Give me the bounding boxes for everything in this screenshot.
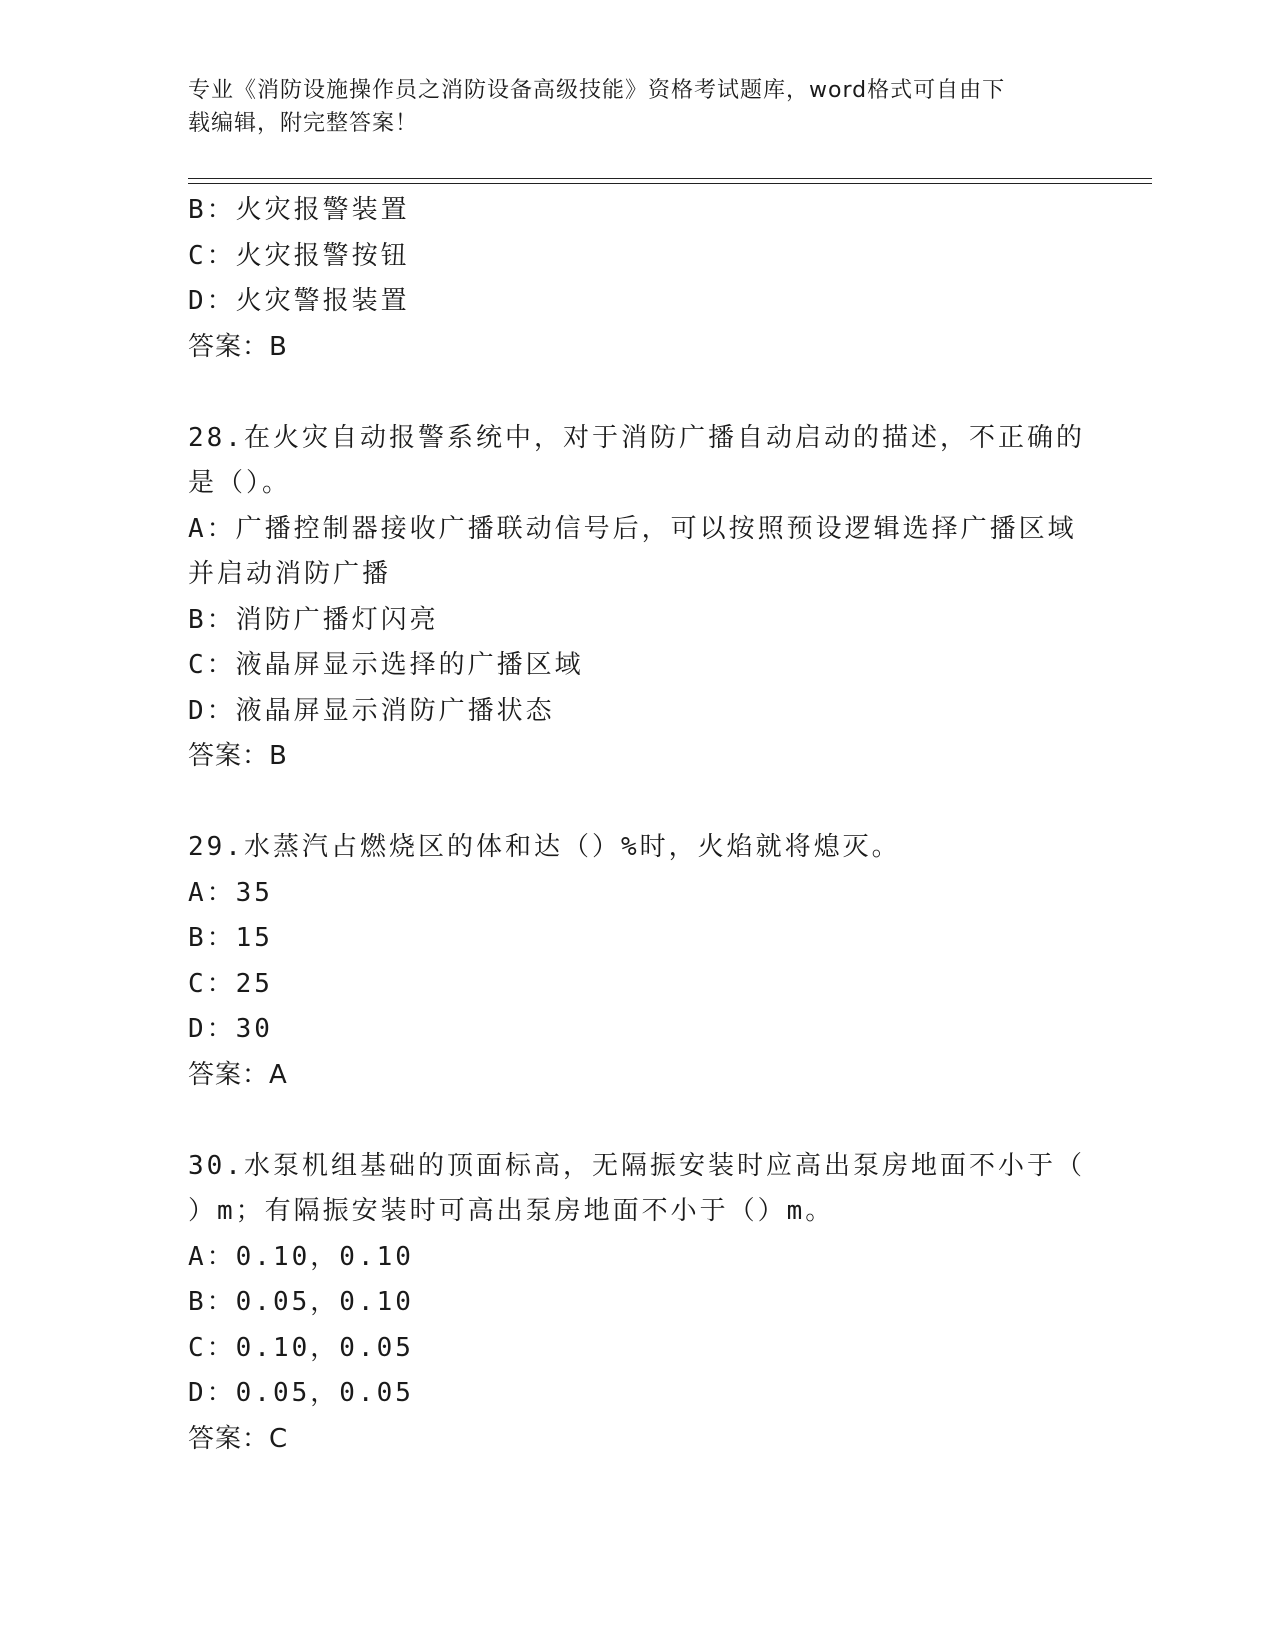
option-a: A：35 [188,877,273,908]
option-d: D：30 [188,1014,273,1044]
question-list [188,188,1088,1462]
answer: 答案：B [188,741,288,771]
header-line-2: 载编辑，附完整答案！ [188,111,419,136]
question-stem: 28.在火灾自动报警系统中，对于消防广播自动启动的描述，不正确的 [188,422,1085,453]
question-28 [188,416,1088,780]
spacer [188,370,1088,416]
option-d: D：0.05，0.05 [188,1378,414,1408]
question-27-tail [188,188,1088,370]
option-d: D：液晶屏显示消防广播状态 [188,695,555,726]
option-c: C：火灾报警按钮 [188,240,410,271]
header-line-1: 专业《消防设施操作员之消防设备高级技能》资格考试题库，word格式可自由下 [188,78,1006,103]
option-b: B：0.05，0.10 [188,1287,414,1317]
question-29 [188,825,1088,1098]
option-b: B：火灾报警装置 [188,195,410,225]
option-a-cont: 并启动消防广播 [188,559,392,589]
option-c: C：0.10，0.05 [188,1332,414,1363]
option-b: B：消防广播灯闪亮 [188,604,439,635]
option-a: A：广播控制器接收广播联动信号后，可以按照预设逻辑选择广播区域 [188,513,1077,544]
spacer [188,1098,1088,1144]
answer: 答案：A [188,1059,288,1090]
question-30 [188,1144,1088,1463]
answer: 答案：C [188,1423,289,1454]
option-d: D：火灾警报装置 [188,286,410,316]
question-stem: 30.水泵机组基础的顶面标高，无隔振安装时应高出泵房地面不小于（ [188,1150,1085,1181]
question-stem: 29.水蒸汽占燃烧区的体和达（）%时，火焰就将熄灭。 [188,832,901,862]
answer: 答案：B [188,331,288,362]
header-divider-bottom [188,183,1152,184]
option-c: C：25 [188,968,273,999]
option-c: C：液晶屏显示选择的广播区域 [188,650,584,680]
document-header [188,74,1088,140]
question-stem-cont: ）m；有隔振安装时可高出泵房地面不小于（）m。 [188,1196,835,1226]
option-a: A：0.10，0.10 [188,1241,414,1272]
spacer [188,780,1088,826]
header-divider-top [188,178,1152,179]
option-b: B：15 [188,923,273,953]
question-stem-cont: 是（）。 [188,468,292,498]
